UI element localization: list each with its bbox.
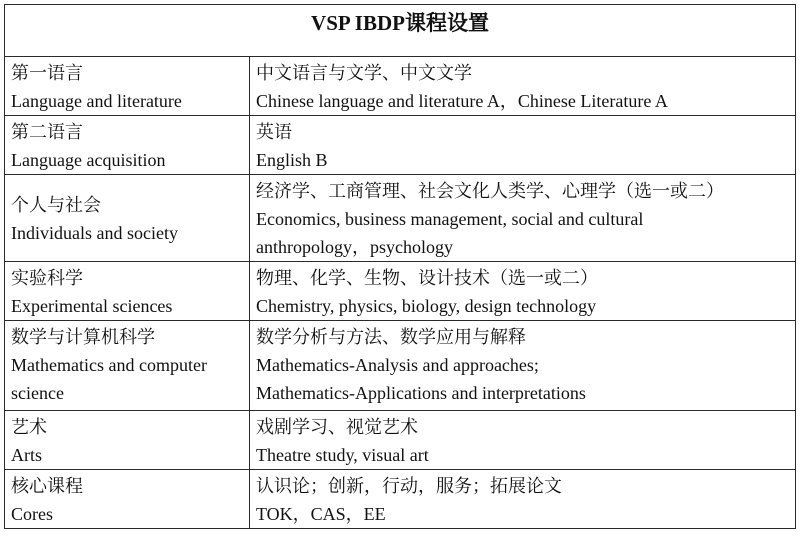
courses-zh: 戏剧学习、视觉艺术 — [256, 417, 418, 437]
category-zh: 第一语言 — [11, 63, 83, 83]
courses-en: English B — [256, 150, 328, 170]
courses-en: Chinese language and literature A，Chinese Literature A — [256, 91, 668, 111]
courses-en: Chemistry, physics, biology, design technology — [256, 296, 597, 316]
courses-en: anthropology，psychology — [256, 237, 453, 257]
table-title: VSP IBDP课程设置 — [5, 5, 796, 57]
courses-zh: 数学分析与方法、数学应用与解释 — [256, 327, 526, 347]
category-zh: 个人与社会 — [11, 195, 101, 215]
category-zh: 核心课程 — [11, 476, 83, 496]
table-row — [5, 175, 796, 262]
courses-zh: 中文语言与文学、中文文学 — [256, 63, 472, 83]
category-en: Individuals and society — [11, 223, 178, 243]
category-en: science — [11, 383, 64, 403]
courses-cell — [250, 116, 796, 175]
category-cell — [5, 116, 250, 175]
category-cell — [5, 262, 250, 321]
category-en: Arts — [11, 445, 42, 465]
courses-en: Theatre study, visual art — [256, 445, 429, 465]
category-cell — [5, 175, 250, 262]
courses-cell — [250, 57, 796, 116]
table-row — [5, 411, 796, 470]
courses-en: TOK，CAS，EE — [256, 504, 386, 524]
courses-cell — [250, 321, 796, 411]
category-cell — [5, 411, 250, 470]
courses-cell — [250, 411, 796, 470]
category-cell — [5, 470, 250, 529]
category-zh: 实验科学 — [11, 268, 83, 288]
title-row — [5, 5, 796, 57]
courses-cell — [250, 262, 796, 321]
courses-zh: 英语 — [256, 122, 292, 142]
course-table — [4, 4, 796, 529]
table-row — [5, 321, 796, 411]
courses-zh: 经济学、工商管理、社会文化人类学、心理学（选一或二） — [256, 181, 724, 201]
category-cell — [5, 57, 250, 116]
category-en: Language and literature — [11, 91, 182, 111]
courses-cell — [250, 175, 796, 262]
table-row — [5, 262, 796, 321]
courses-cell — [250, 470, 796, 529]
courses-en: Economics, business management, social and cultural — [256, 209, 644, 229]
category-cell — [5, 321, 250, 411]
category-en: Language acquisition — [11, 150, 166, 170]
table-row — [5, 470, 796, 529]
table-row — [5, 116, 796, 175]
category-en: Cores — [11, 504, 53, 524]
category-en: Experimental sciences — [11, 296, 173, 316]
table-row — [5, 57, 796, 116]
category-zh: 数学与计算机科学 — [11, 327, 155, 347]
category-zh: 艺术 — [11, 417, 47, 437]
category-zh: 第二语言 — [11, 122, 83, 142]
category-en: Mathematics and computer — [11, 355, 207, 375]
courses-en: Mathematics-Analysis and approaches; — [256, 355, 539, 375]
courses-en: Mathematics-Applications and interpretations — [256, 383, 586, 403]
courses-zh: 物理、化学、生物、设计技术（选一或二） — [256, 268, 598, 288]
courses-zh: 认识论；创新，行动，服务；拓展论文 — [256, 476, 562, 496]
